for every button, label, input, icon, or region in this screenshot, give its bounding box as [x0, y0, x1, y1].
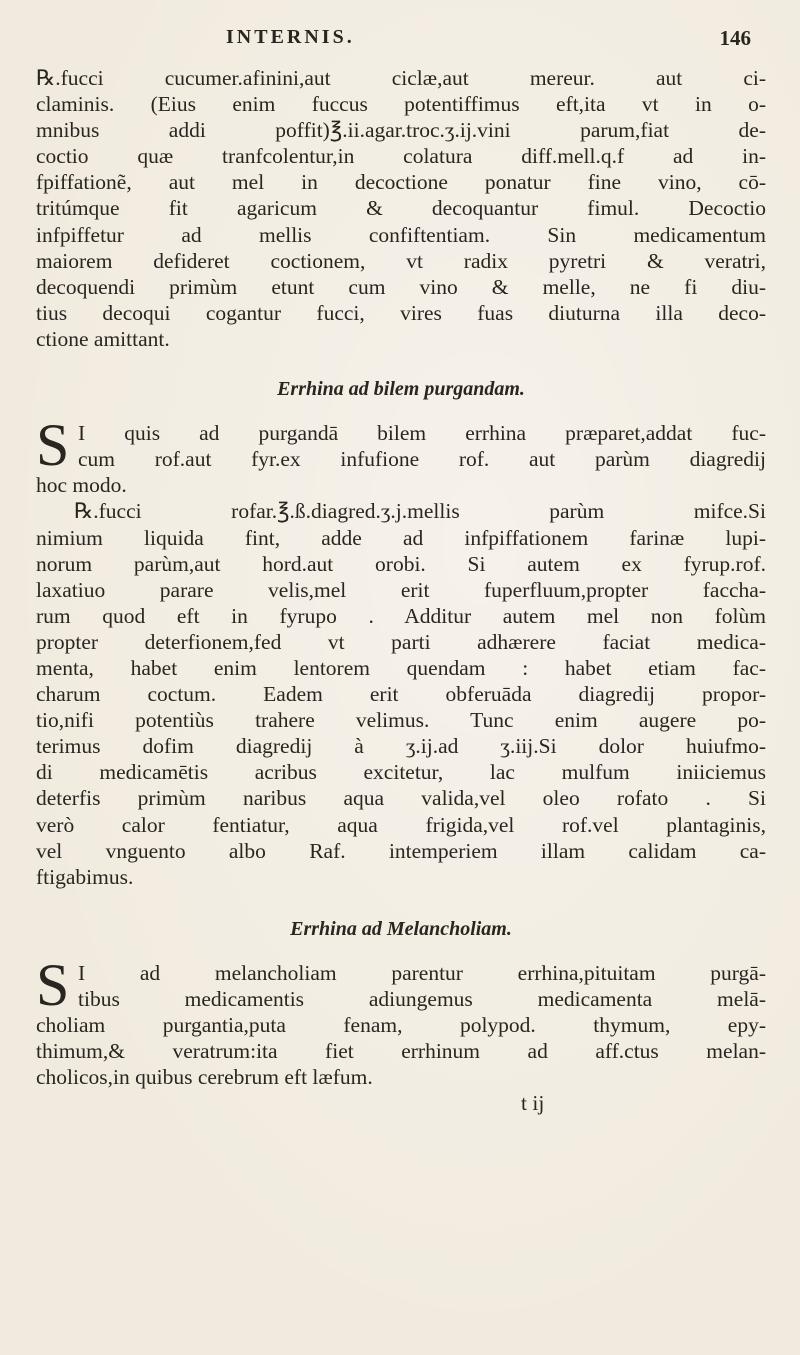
text-line: tio,nifi potentiùs trahere velimus. Tunc enim augere po- [36, 708, 766, 733]
text-line: claminis. (Eius enim fuccus potentiffimus eft,ita vt in o- [36, 92, 766, 117]
text-line: rum quod eft in fyrupo . Additur autem mel non folùm [36, 603, 766, 628]
text-line: thimum,& veratrum:ita fiet errhinum ad aff.ctus melan- [36, 1039, 766, 1064]
text-line: maiorem defideret coctionem, vt radix pyretri & veratri, [36, 248, 766, 273]
text-line: I ad melancholiam parentur errhina,pituitam purgā- [78, 960, 766, 985]
text-line: norum parùm,aut hord.aut orobi. Si autem ex fyrup.rof. [36, 551, 766, 576]
signature-line [36, 1090, 766, 1116]
section-heading-melancholia: Errhina ad Melancholiam. [290, 917, 512, 940]
text-line: deterfis primùm naribus aqua valida,vel oleo rofato . Si [36, 786, 766, 811]
text-line: decoquendi primùm etunt cum vino & melle, ne fi diu- [36, 274, 766, 299]
section-heading-bile: Errhina ad bilem purgandam. [277, 378, 525, 401]
text-line: cholicos,in quibus cerebrum eft læfum. [36, 1065, 373, 1090]
text-line: verò calor fentiatur, aqua frigida,vel rof.vel plantaginis, [36, 812, 766, 837]
text-line: mnibus addi poffit)℥.ii.agar.troc.ʒ.ij.vini parum,fiat de- [36, 118, 766, 143]
text-line: I quis ad purgandā bilem errhina præparet,addat fuc- [78, 421, 766, 446]
text-line: choliam purgantia,puta fenam, polypod. thymum, epy- [36, 1013, 766, 1038]
text-line: fpiffationẽ, aut mel in decoctione ponatur fine vino, cō- [36, 170, 766, 195]
text-line: nimium liquida fint, adde ad infpiffationem farinæ lupi- [36, 525, 766, 550]
paragraph-melancholia [36, 951, 766, 1090]
text-line: ftigabimus. [36, 864, 134, 889]
text-line: tibus medicamentis adiungemus medicamenta melā- [78, 987, 766, 1011]
text-line: hoc modo. [36, 473, 127, 498]
running-head: INTERNIS. [226, 26, 355, 48]
paragraph-bile-intro [36, 412, 766, 498]
text-line: charum coctum. Eadem erit obferuāda diagredij propor- [36, 682, 766, 707]
paragraph-recipe-cucumer [36, 65, 766, 352]
text-line: ℞.fucci rofar.℥.ß.diagred.ʒ.j.mellis parùm mifce.Si [74, 499, 766, 524]
text-line: menta, habet enim lentorem quendam : habet etiam fac- [36, 655, 766, 680]
text-line: coctio quæ tranfcolentur,in colatura diff.mell.q.f ad in- [36, 144, 766, 169]
drop-cap: S [36, 412, 70, 479]
text-line: tius decoqui cogantur fucci, vires fuas diuturna illa deco- [36, 300, 766, 325]
drop-cap: S [36, 951, 70, 1018]
text-line: ctione amittant. [36, 326, 170, 351]
paragraph-recipe-rosarum [36, 498, 766, 889]
text-line: infpiffetur ad mellis confiftentiam. Sin medicamentum [36, 222, 766, 247]
text-line: terimus dofim diagredij à ʒ.ij.ad ʒ.iij.Si dolor huiufmo- [36, 734, 766, 759]
text-line: laxatiuo parare velis,mel erit fuperfluum,propter faccha- [36, 577, 766, 602]
text-line: di medicamētis acribus excitetur, lac mulfum iniiciemus [36, 760, 766, 785]
text-line: vel vnguento albo Raf. intemperiem illam calidam ca- [36, 838, 766, 863]
text-line: propter deterfionem,fed vt parti adhærere faciat medica- [36, 629, 766, 654]
signature-mark: t ij [521, 1091, 545, 1116]
text-line: cum rof.aut fyr.ex infufione rof. aut parùm diagredij [78, 447, 766, 472]
body-text [36, 65, 766, 1116]
page-header [36, 20, 771, 60]
text-line: tritúmque fit agaricum & decoquantur fimul. Decoctio [36, 196, 766, 221]
text-line: ℞.fucci cucumer.afinini,aut ciclæ,aut mereur. aut ci- [36, 66, 766, 90]
page-number: 146 [719, 26, 751, 50]
